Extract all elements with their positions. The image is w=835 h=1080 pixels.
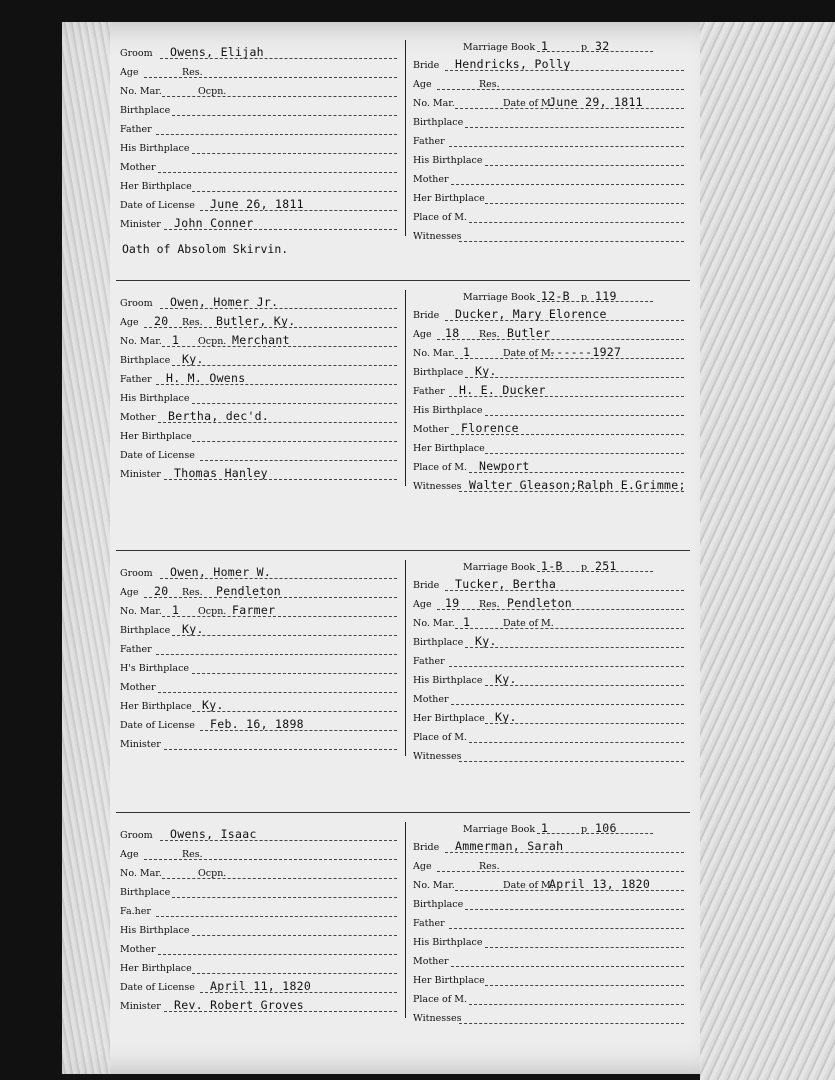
bride-his-birthplace-value: Ky. — [495, 672, 517, 686]
bride-age-label: Age — [413, 861, 432, 872]
page-label: p — [581, 562, 588, 573]
groom-his-birthplace-label: His Birthplace — [120, 143, 190, 154]
bride-witnesses-label: Witnesses — [413, 231, 462, 242]
marriage-book-page: 119 — [595, 289, 617, 303]
bride-name-value: Ammerman, Sarah — [455, 839, 564, 853]
bride-mother-line — [451, 704, 684, 705]
groom-res-value: Butler, Ky. — [216, 314, 296, 328]
bride-mother-label: Mother — [413, 424, 449, 435]
marriage-book-number: 1-B — [541, 559, 563, 573]
groom-his-birthplace-line — [192, 935, 397, 936]
bride-father-line — [449, 146, 684, 147]
bride-place-of-m-line — [469, 222, 684, 223]
bride-age-value: 18 — [445, 326, 460, 340]
bride-no-mar-label: No. Mar. — [413, 618, 455, 629]
bride-her-birthplace-line — [485, 985, 684, 986]
page-label: p — [581, 824, 588, 835]
bride-witnesses-label: Witnesses — [413, 751, 462, 762]
bride-no-mar-value: 1 — [463, 615, 471, 629]
groom-her-birthplace-label: Her Birthplace — [120, 181, 192, 192]
groom-birthplace-label: Birthplace — [120, 625, 171, 636]
bride-his-birthplace-line — [485, 165, 684, 166]
bride-her-birthplace-label: Her Birthplace — [413, 713, 485, 724]
bride-res-label: Res. — [479, 329, 500, 340]
groom-birthplace-value: Ky. — [182, 622, 204, 636]
bride-date-of-m-label: Date of M. — [503, 618, 554, 629]
bride-place-of-m-value: Newport — [479, 459, 530, 473]
bride-no-mar-label: No. Mar. — [413, 880, 455, 891]
bride-name-label: Bride — [413, 842, 440, 853]
bride-witnesses-line — [459, 761, 684, 762]
bride-birthplace-label: Birthplace — [413, 899, 464, 910]
groom-her-birthplace-line — [192, 973, 397, 974]
groom-name-value: Owen, Homer Jr. — [170, 295, 279, 309]
groom-mother-line — [158, 954, 397, 955]
bride-birthplace-value: Ky. — [475, 364, 497, 378]
groom-his-birthplace-label: His Birthplace — [120, 925, 190, 936]
groom-father-line — [156, 654, 397, 655]
groom-birthplace-label: Birthplace — [120, 355, 171, 366]
groom-name-value: Owens, Elijah — [170, 45, 264, 59]
bride-res-label: Res. — [479, 599, 500, 610]
marriage-book-line — [537, 833, 653, 834]
groom-his-birthplace-line — [192, 153, 397, 154]
groom-his-birthplace-line — [192, 403, 397, 404]
bride-witnesses-line — [459, 1023, 684, 1024]
bride-his-birthplace-label: His Birthplace — [413, 155, 483, 166]
bride-place-of-m-line — [469, 1004, 684, 1005]
marriage-book-label: Marriage Book — [463, 42, 536, 53]
marriage-book-line — [537, 301, 653, 302]
bride-father-line — [449, 666, 684, 667]
bride-witnesses-value: Walter Gleason;Ralph E.Grimme; — [469, 478, 686, 492]
bride-her-birthplace-label: Her Birthplace — [413, 443, 485, 454]
groom-her-birthplace-line — [192, 191, 397, 192]
bride-res-label: Res. — [479, 79, 500, 90]
bride-age-line — [437, 871, 684, 872]
marriage-book-line — [537, 51, 653, 52]
groom-her-birthplace-label: Her Birthplace — [120, 963, 192, 974]
groom-date-of-license-value: Feb. 16, 1898 — [210, 717, 304, 731]
groom-ocpn-label: Ocpn. — [198, 606, 227, 617]
groom-minister-label: Minister — [120, 739, 161, 750]
marriage-book-label: Marriage Book — [463, 292, 536, 303]
bride-date-of-m-value: April 13, 1820 — [549, 877, 651, 891]
groom-his-birthplace-line — [192, 673, 397, 674]
record-note: Oath of Absolom Skirvin. — [122, 242, 289, 256]
bride-date-of-m-label: Date of M. — [503, 98, 554, 109]
groom-father-line — [156, 916, 397, 917]
marriage-book-label: Marriage Book — [463, 824, 536, 835]
bride-her-birthplace-line — [485, 203, 684, 204]
groom-date-of-license-label: Date of License — [120, 450, 195, 461]
bride-mother-label: Mother — [413, 174, 449, 185]
groom-name-label: Groom — [120, 568, 153, 579]
groom-date-of-license-label: Date of License — [120, 720, 195, 731]
groom-ocpn-value: Merchant — [232, 333, 290, 347]
groom-mother-label: Mother — [120, 412, 156, 423]
bride-her-birthplace-label: Her Birthplace — [413, 975, 485, 986]
bride-name-label: Bride — [413, 60, 440, 71]
bride-date-of-m-label: Date of M. — [503, 348, 554, 359]
groom-date-of-license-label: Date of License — [120, 200, 195, 211]
bride-father-value: H. E. Ducker — [459, 383, 546, 397]
bride-res-value: Butler — [507, 326, 551, 340]
bride-her-birthplace-label: Her Birthplace — [413, 193, 485, 204]
groom-date-of-license-line — [200, 460, 397, 461]
groom-mother-label: Mother — [120, 162, 156, 173]
bride-birthplace-line — [465, 127, 684, 128]
groom-father-label: Father — [120, 644, 152, 655]
groom-birthplace-line — [172, 115, 397, 116]
bride-date-of-m-value: June 29, 1811 — [549, 95, 643, 109]
card-column-divider — [405, 40, 406, 236]
groom-age-value: 20 — [154, 314, 169, 328]
bride-father-label: Father — [413, 918, 445, 929]
paper-left-edge — [62, 22, 110, 1074]
groom-father-label: Fa.her — [120, 906, 151, 917]
bride-birthplace-line — [465, 377, 684, 378]
bride-mother-label: Mother — [413, 956, 449, 967]
groom-name-label: Groom — [120, 298, 153, 309]
bride-witnesses-label: Witnesses — [413, 481, 462, 492]
bride-place-of-m-label: Place of M. — [413, 462, 468, 473]
bride-father-line — [449, 928, 684, 929]
bride-his-birthplace-line — [485, 947, 684, 948]
bride-his-birthplace-label: His Birthplace — [413, 675, 483, 686]
bride-age-label: Age — [413, 329, 432, 340]
groom-birthplace-line — [172, 365, 397, 366]
groom-his-birthplace-label: H's Birthplace — [120, 663, 190, 674]
groom-mother-label: Mother — [120, 944, 156, 955]
groom-name-value: Owen, Homer W. — [170, 565, 272, 579]
groom-age-label: Age — [120, 317, 139, 328]
bride-name-value: Hendricks, Polly — [455, 57, 571, 71]
bride-his-birthplace-line — [485, 415, 684, 416]
groom-her-birthplace-line — [192, 441, 397, 442]
bride-his-birthplace-label: His Birthplace — [413, 405, 483, 416]
bride-res-value: Pendleton — [507, 596, 573, 610]
bride-witnesses-line — [459, 241, 684, 242]
marriage-book-label: Marriage Book — [463, 562, 536, 573]
bride-age-label: Age — [413, 599, 432, 610]
marriage-book-page: 32 — [595, 39, 610, 53]
bride-place-of-m-label: Place of M. — [413, 212, 468, 223]
bride-birthplace-line — [465, 647, 684, 648]
page-label: p — [581, 42, 588, 53]
bride-name-value: Tucker, Bertha — [455, 577, 557, 591]
bride-age-line — [437, 89, 684, 90]
bride-father-label: Father — [413, 386, 445, 397]
groom-ocpn-label: Ocpn. — [198, 868, 227, 879]
bride-birthplace-label: Birthplace — [413, 117, 464, 128]
groom-ocpn-label: Ocpn. — [198, 86, 227, 97]
groom-age-label: Age — [120, 587, 139, 598]
groom-res-label: Res. — [182, 67, 203, 78]
marriage-book-page: 106 — [595, 821, 617, 835]
card-column-divider — [405, 290, 406, 486]
bride-no-mar-line — [455, 628, 684, 629]
card-column-divider — [405, 560, 406, 756]
bride-age-label: Age — [413, 79, 432, 90]
marriage-book-line — [537, 571, 653, 572]
bride-date-of-m-value: ------1927 — [549, 345, 622, 359]
groom-ocpn-label: Ocpn. — [198, 336, 227, 347]
groom-date-of-license-value: April 11, 1820 — [210, 979, 312, 993]
groom-mother-line — [158, 172, 397, 173]
groom-minister-value: John Conner — [174, 216, 254, 230]
bride-name-label: Bride — [413, 310, 440, 321]
groom-her-birthplace-label: Her Birthplace — [120, 431, 192, 442]
groom-her-birthplace-label: Her Birthplace — [120, 701, 192, 712]
card-column-divider — [405, 822, 406, 1018]
bride-age-line — [437, 339, 684, 340]
bride-birthplace-label: Birthplace — [413, 367, 464, 378]
card-separator — [116, 550, 690, 551]
groom-name-value: Owens, Isaac — [170, 827, 257, 841]
groom-no-mar-label: No. Mar. — [120, 868, 162, 879]
groom-res-label: Res. — [182, 849, 203, 860]
groom-age-value: 20 — [154, 584, 169, 598]
groom-res-label: Res. — [182, 587, 203, 598]
groom-father-line — [156, 134, 397, 135]
card-separator — [116, 812, 690, 813]
bride-age-value: 19 — [445, 596, 460, 610]
groom-birthplace-label: Birthplace — [120, 105, 171, 116]
groom-mother-value: Bertha, dec'd. — [168, 409, 270, 423]
groom-no-mar-label: No. Mar. — [120, 606, 162, 617]
groom-minister-value: Thomas Hanley — [174, 466, 268, 480]
groom-his-birthplace-label: His Birthplace — [120, 393, 190, 404]
bride-date-of-m-label: Date of M. — [503, 880, 554, 891]
marriage-book-number: 1 — [541, 39, 549, 53]
groom-ocpn-value: Farmer — [232, 603, 276, 617]
paper-right-edge — [700, 22, 835, 1080]
groom-res-label: Res. — [182, 317, 203, 328]
groom-minister-line — [164, 749, 397, 750]
groom-mother-line — [158, 692, 397, 693]
marriage-book-number: 1 — [541, 821, 549, 835]
bride-mother-label: Mother — [413, 694, 449, 705]
bride-his-birthplace-label: His Birthplace — [413, 937, 483, 948]
groom-father-label: Father — [120, 374, 152, 385]
groom-mother-label: Mother — [120, 682, 156, 693]
groom-no-mar-value: 1 — [172, 333, 180, 347]
groom-her-birthplace-value: Ky. — [202, 698, 224, 712]
bride-no-mar-label: No. Mar. — [413, 348, 455, 359]
card-separator — [116, 280, 690, 281]
groom-no-mar-label: No. Mar. — [120, 86, 162, 97]
groom-age-label: Age — [120, 849, 139, 860]
groom-minister-label: Minister — [120, 219, 161, 230]
marriage-book-page: 251 — [595, 559, 617, 573]
bride-birthplace-line — [465, 909, 684, 910]
bride-mother-line — [451, 966, 684, 967]
bride-name-label: Bride — [413, 580, 440, 591]
bride-witnesses-label: Witnesses — [413, 1013, 462, 1024]
bride-her-birthplace-line — [485, 453, 684, 454]
bride-no-mar-label: No. Mar. — [413, 98, 455, 109]
groom-father-value: H. M. Owens — [166, 371, 246, 385]
groom-father-label: Father — [120, 124, 152, 135]
groom-res-value: Pendleton — [216, 584, 282, 598]
groom-no-mar-label: No. Mar. — [120, 336, 162, 347]
bride-place-of-m-label: Place of M. — [413, 732, 468, 743]
groom-minister-value: Rev. Robert Groves — [174, 998, 305, 1012]
bride-her-birthplace-value: Ky. — [495, 710, 517, 724]
groom-date-of-license-value: June 26, 1811 — [210, 197, 304, 211]
bride-mother-value: Florence — [461, 421, 519, 435]
page-label: p — [581, 292, 588, 303]
groom-no-mar-value: 1 — [172, 603, 180, 617]
bride-father-label: Father — [413, 136, 445, 147]
groom-minister-label: Minister — [120, 1001, 161, 1012]
bride-place-of-m-line — [469, 742, 684, 743]
groom-name-label: Groom — [120, 830, 153, 841]
marriage-book-number: 12-B — [541, 289, 570, 303]
groom-birthplace-value: Ky. — [182, 352, 204, 366]
bride-birthplace-value: Ky. — [475, 634, 497, 648]
groom-age-label: Age — [120, 67, 139, 78]
groom-date-of-license-label: Date of License — [120, 982, 195, 993]
bride-mother-line — [451, 184, 684, 185]
bride-place-of-m-label: Place of M. — [413, 994, 468, 1005]
groom-birthplace-label: Birthplace — [120, 887, 171, 898]
groom-birthplace-line — [172, 635, 397, 636]
groom-birthplace-line — [172, 897, 397, 898]
bride-no-mar-value: 1 — [463, 345, 471, 359]
bride-father-label: Father — [413, 656, 445, 667]
bride-res-label: Res. — [479, 861, 500, 872]
bride-birthplace-label: Birthplace — [413, 637, 464, 648]
bride-name-value: Ducker, Mary Elorence — [455, 307, 607, 321]
groom-name-label: Groom — [120, 48, 153, 59]
groom-minister-label: Minister — [120, 469, 161, 480]
